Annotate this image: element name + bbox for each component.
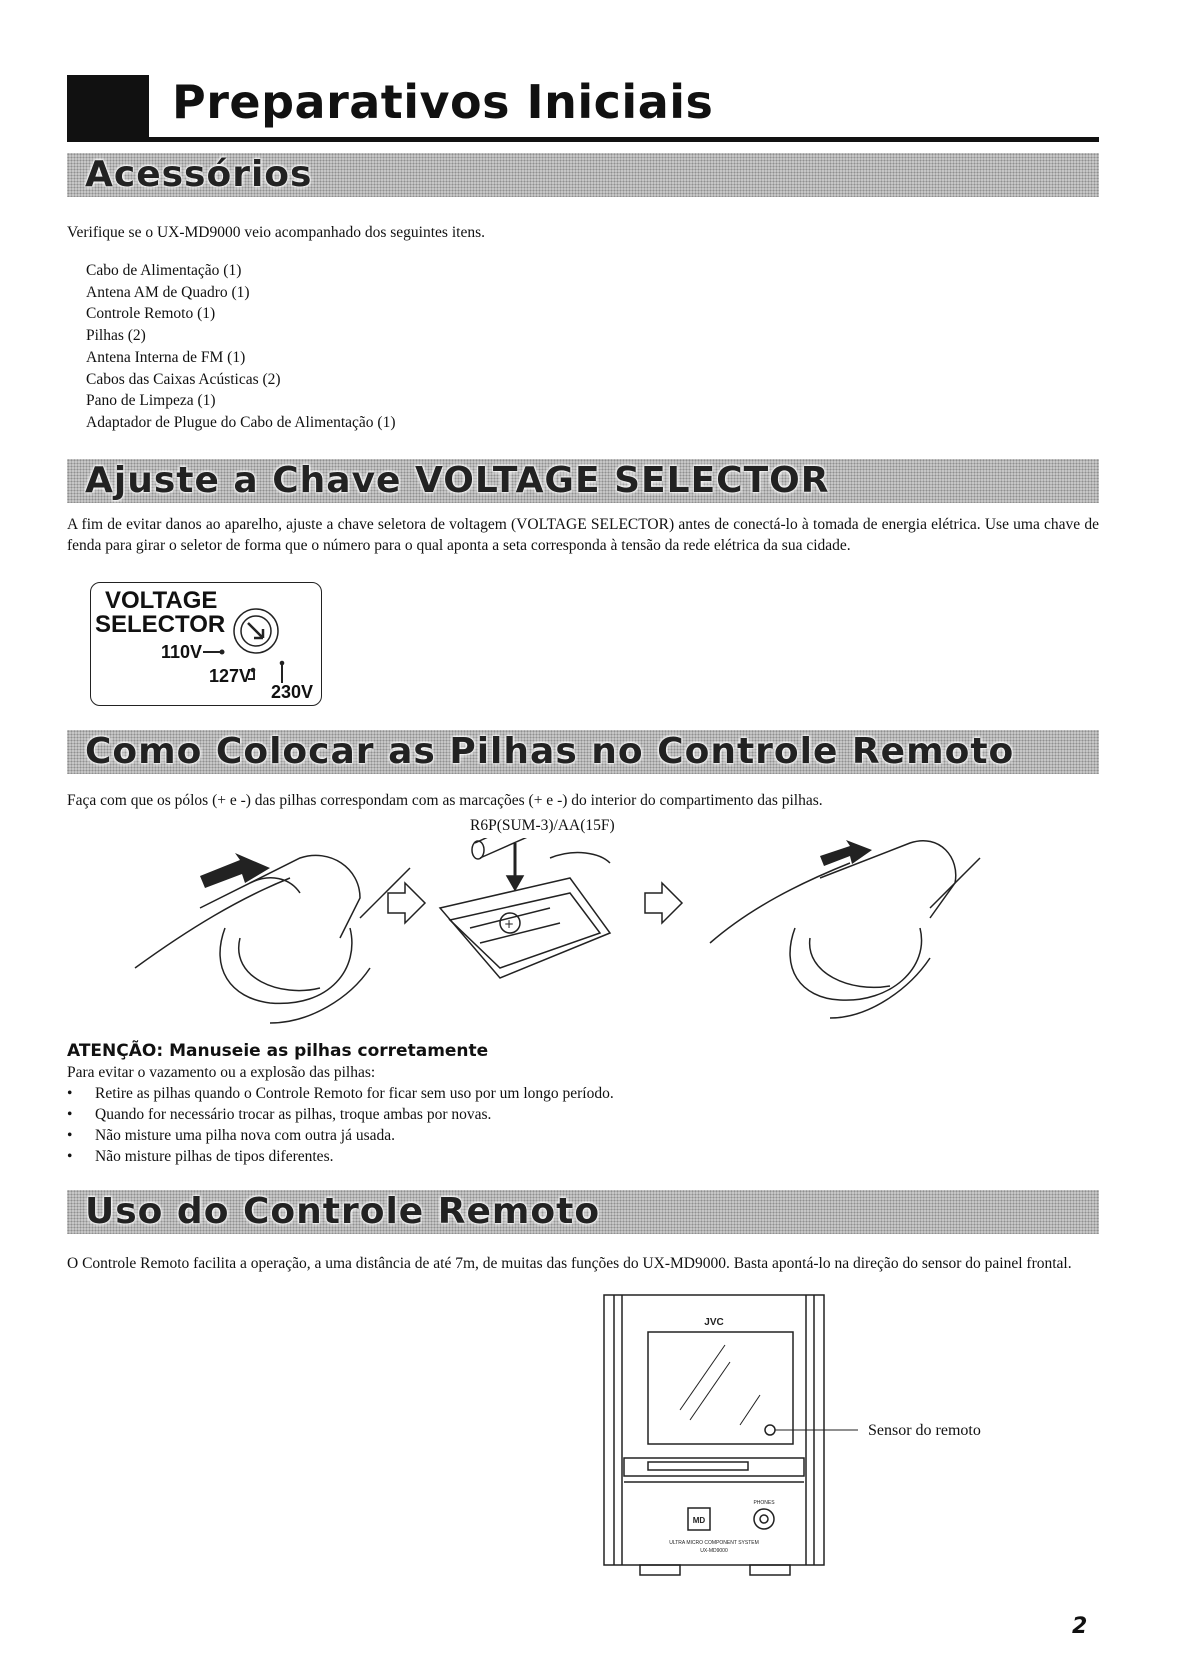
- svg-text:+: +: [504, 917, 515, 931]
- list-item: Antena Interna de FM (1): [86, 348, 246, 366]
- list-item: Controle Remoto (1): [86, 305, 216, 323]
- list-item: [67, 1104, 614, 1125]
- remote-sensor-icon: [765, 1425, 775, 1435]
- list-item: Cabos das Caixas Acústicas (2): [86, 370, 281, 388]
- bullet-icon: •: [67, 1085, 73, 1102]
- remote-open-cover-drawing: [135, 855, 410, 1023]
- battery-compartment-drawing: [440, 838, 610, 978]
- section-heading-remote-use: Uso do Controle Remoto: [85, 1191, 601, 1232]
- section-band-remote-use: [67, 1190, 1099, 1234]
- accessories-intro: Verifique se o UX-MD9000 veio acompanhado dos seguintes itens.: [67, 224, 485, 241]
- bullet-icon: •: [67, 1148, 73, 1165]
- section-band-voltage: [67, 459, 1099, 503]
- voltage-selector-diagram: [90, 582, 322, 706]
- section-band-batteries: [67, 730, 1099, 774]
- bullet-text: Não misture uma pilha nova com outra já usada.: [95, 1127, 396, 1144]
- section-heading-accessories: Acessórios: [85, 154, 313, 195]
- battery-insertion-illustration: [130, 838, 1000, 1038]
- voltage-text: A fim de evitar danos ao aparelho, ajuste a chave seletora de voltagem (VOLTAGE SELECTOR) antes de conectá-lo à tomada de energia elétrica. Use uma chave de fenda para girar o seletor de forma que o número para o qual aponta a seta corresponda à tensão da rede elétrica da sua cidade.: [67, 516, 1099, 554]
- voltage-230-label: 230V: [271, 682, 314, 702]
- display-window: [648, 1332, 793, 1444]
- battery-warning-list: [67, 1083, 614, 1167]
- accessories-list: [86, 260, 396, 434]
- section-heading-batteries: Como Colocar as Pilhas no Controle Remoto: [85, 731, 1015, 772]
- bullet-icon: •: [67, 1106, 73, 1123]
- list-item: Antena AM de Quadro (1): [86, 283, 250, 301]
- next-step-arrow-icon: [388, 883, 425, 923]
- system-caption: ULTRA MICRO COMPONENT SYSTEM: [669, 1540, 759, 1546]
- battery-type-label: R6P(SUM-3)/AA(15F): [470, 817, 615, 834]
- selector-dial-icon: [91, 583, 321, 705]
- slide-right-arrow-icon: [820, 840, 872, 866]
- bullet-text: Não misture pilhas de tipos diferentes.: [95, 1148, 334, 1165]
- next-step-arrow-icon-2: [645, 883, 682, 923]
- list-item: Pano de Limpeza (1): [86, 392, 216, 410]
- selector-label: SELECTOR: [95, 611, 226, 638]
- minidisc-label: MD: [692, 1516, 706, 1525]
- battery-warning-title: ATENÇÃO: Manuseie as pilhas corretamente: [67, 1041, 489, 1061]
- list-item: Pilhas (2): [86, 327, 146, 345]
- list-item: Cabo de Alimentação (1): [86, 262, 242, 279]
- slide-left-arrow-icon: [200, 853, 270, 888]
- model-caption: UX-MD9000: [700, 1548, 728, 1554]
- bullet-text: Quando for necessário trocar as pilhas, troque ambas por novas.: [95, 1106, 492, 1123]
- bullet-text: Retire as pilhas quando o Controle Remoto for ficar sem uso por um longo período.: [95, 1085, 614, 1102]
- front-panel-illustration: [600, 1290, 1140, 1582]
- disc-slot: [624, 1458, 804, 1476]
- remote-use-text: O Controle Remoto facilita a operação, a uma distância de até 7m, de muitas das funções do UX-MD9000. Basta apontá-lo na direção do sensor do painel frontal.: [67, 1255, 1072, 1272]
- battery-warning-intro: Para evitar o vazamento ou a explosão das pilhas:: [67, 1064, 376, 1081]
- phones-jack-icon: [754, 1509, 774, 1529]
- phones-label: PHONES: [753, 1500, 775, 1506]
- remote-closing-cover-drawing: [710, 841, 980, 1018]
- page-number: 2: [1072, 1614, 1088, 1639]
- batteries-text: Faça com que os pólos (+ e -) das pilhas correspondam com as marcações (+ e -) do interior do compartimento das pilhas.: [67, 792, 823, 809]
- voltage-label: VOLTAGE: [105, 587, 218, 614]
- list-item: Adaptador de Plugue do Cabo de Alimentação (1): [86, 413, 396, 431]
- sensor-label: Sensor do remoto: [868, 1422, 981, 1439]
- title-block-marker: [67, 75, 149, 137]
- bullet-icon: •: [67, 1127, 73, 1144]
- list-item: [67, 1125, 614, 1146]
- brand-logo: JVC: [704, 1317, 724, 1328]
- page-title: Preparativos Iniciais: [172, 75, 714, 129]
- section-heading-voltage: Ajuste a Chave VOLTAGE SELECTOR: [85, 460, 830, 501]
- voltage-127-label: 127V: [209, 666, 252, 686]
- voltage-110-label: 110V: [161, 642, 203, 662]
- list-item: [67, 1146, 614, 1167]
- section-band-accessories: [67, 153, 1099, 197]
- list-item: [67, 1083, 614, 1104]
- title-rule: [67, 137, 1099, 142]
